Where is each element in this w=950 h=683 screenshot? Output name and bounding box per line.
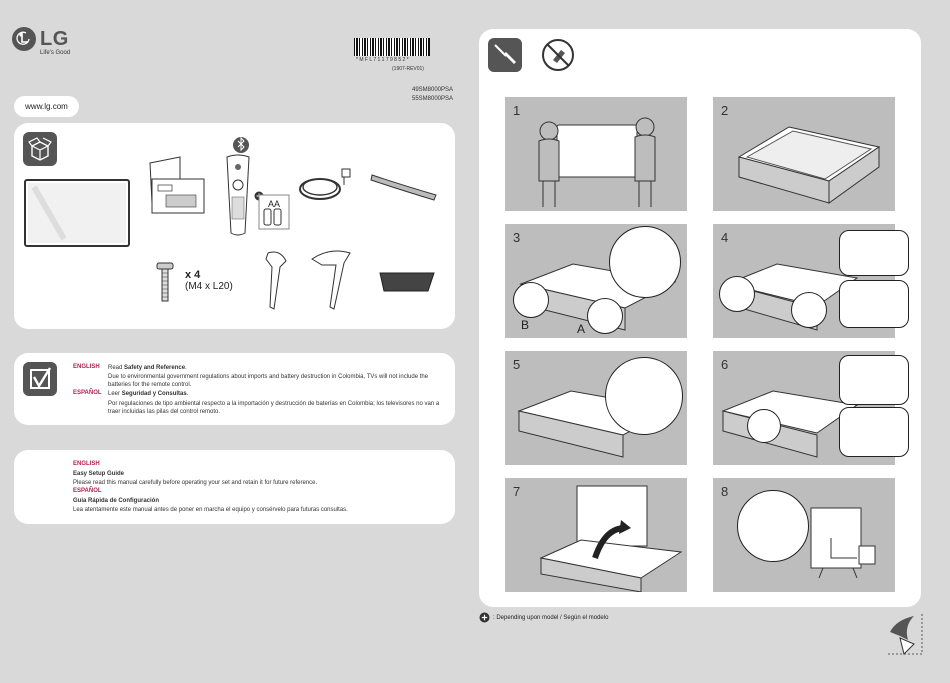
brand-tagline: Life's Good <box>40 50 71 56</box>
zoom-detail-cable-holder <box>737 490 809 562</box>
guide-title-english: Easy Setup Guide <box>73 471 125 477</box>
step-5-illustration <box>505 351 687 465</box>
safety-spanish-line: Leer Seguridad y Consultas. <box>108 391 189 397</box>
step-number: 8 <box>721 484 729 499</box>
step-number: 2 <box>721 103 729 118</box>
lg-face-icon <box>12 27 36 51</box>
checkbox-icon <box>23 362 57 396</box>
barcode-text: * M F L 7 1 1 7 9 8 5 2 * <box>356 57 409 63</box>
step-number: 4 <box>721 230 729 245</box>
zoom-detail-screw-1 <box>839 230 909 276</box>
plus-circle-icon <box>479 612 490 623</box>
lang-label-english: ENGLISH <box>73 364 100 370</box>
step-3-illustration <box>505 224 687 338</box>
battery-label: AA <box>268 199 281 209</box>
model-number: 55SM8000PSA <box>412 96 454 102</box>
no-cleaner-icon <box>541 38 575 72</box>
label-b: B <box>521 318 530 332</box>
screwdriver-icon <box>488 38 522 72</box>
safety-panel <box>14 353 455 425</box>
screw-quantity: x 4 <box>185 269 201 281</box>
guide-lang-spanish: ESPAÑOL <box>73 488 102 494</box>
step-number: 1 <box>513 103 521 118</box>
barcode <box>354 38 430 56</box>
guide-lang-english: ENGLISH <box>73 461 100 467</box>
zoom-detail-stand-insert <box>605 357 683 435</box>
revision-code: (1907-REV01) <box>392 66 424 72</box>
guide-title-spanish: Guía Rápida de Configuración <box>73 498 160 504</box>
zoom-detail-cover-2 <box>839 407 909 457</box>
zoom-detail-screw-2 <box>839 280 909 328</box>
step-2-illustration <box>713 97 895 211</box>
step-7-illustration <box>505 478 687 592</box>
zoom-detail-right <box>791 292 827 328</box>
page-turn-icon[interactable] <box>886 612 924 656</box>
label-a: A <box>577 322 586 336</box>
step-8-illustration <box>713 478 895 592</box>
zoom-detail-stand <box>609 226 681 298</box>
zoom-detail-a <box>587 298 623 334</box>
lg-logo <box>12 27 69 51</box>
box-contents-panel <box>14 123 455 329</box>
guide-text-english: Please read this manual carefully before operating your set and retain it for future reference. <box>73 480 318 486</box>
guide-panel <box>14 450 455 524</box>
step-4-illustration <box>713 224 895 338</box>
zoom-detail-b <box>513 282 549 318</box>
zoom-detail-left <box>719 276 755 312</box>
footnote-text: : Depending upon model / Según el modelo <box>493 614 609 621</box>
footnote <box>479 612 608 623</box>
safety-english-note: Due to environmental government regulations about imports and battery destruction in Colombia, TVs will not include the batteries for the remote control. <box>108 374 429 388</box>
model-number: 49SM8000PSA <box>412 87 454 93</box>
website-link[interactable]: www.lg.com <box>14 96 79 117</box>
zoom-detail-cover <box>747 409 781 443</box>
brand-name: LG <box>40 27 69 50</box>
screw-spec: (M4 x L20) <box>185 281 233 292</box>
step-number: 3 <box>513 230 521 245</box>
model-list <box>412 86 453 104</box>
step-number: 5 <box>513 357 521 372</box>
safety-spanish-note: Por regulaciones de tipo ambiental respecto a la importación y destrucción de baterías en Colombia; los televisores no van a traer incluidas las pilas del control remoto. <box>108 401 440 415</box>
zoom-detail-cover-1 <box>839 355 909 405</box>
step-number: 7 <box>513 484 521 499</box>
accessories-illustration <box>14 123 455 329</box>
step-1-illustration <box>505 97 687 211</box>
guide-text-spanish: Lea atentamente este manual antes de poner en marcha el equipo y consérvelo para futuras consultas. <box>73 507 348 513</box>
safety-english-line: Read Safety and Reference. <box>108 365 187 371</box>
lang-label-spanish: ESPAÑOL <box>73 390 102 396</box>
step-6-illustration <box>713 351 895 465</box>
step-number: 6 <box>721 357 729 372</box>
